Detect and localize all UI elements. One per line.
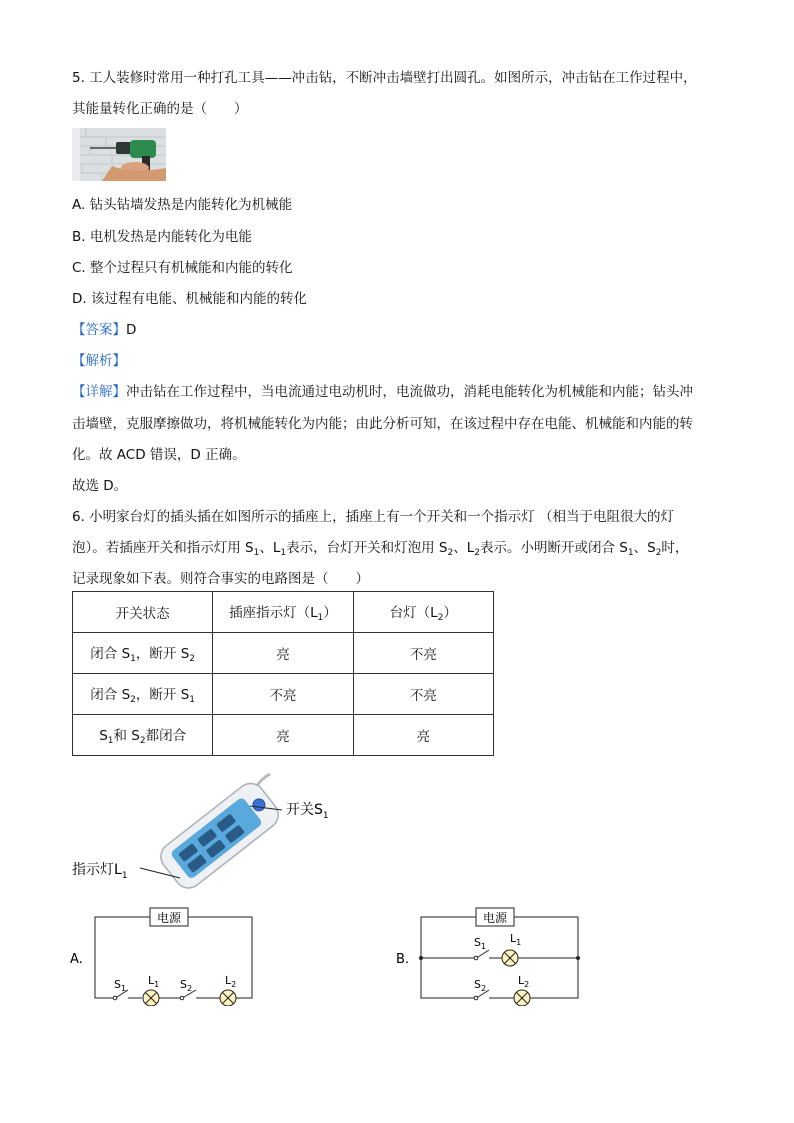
q5-detail-line2: 击墙壁，克服摩擦做功，将机械能转化为内能；由此分析可知，在该过程中存在电能、机械能和内能的转 xyxy=(72,416,693,432)
detail-tag: 【详解】 xyxy=(72,384,126,400)
s1-label: $S_1$ xyxy=(114,978,127,993)
cell-text: 和 S xyxy=(113,728,140,744)
switch-s1-label: 开关$S_1$ xyxy=(286,802,329,821)
cell-text: 闭合 S xyxy=(90,646,131,662)
cell-text: 都闭合 xyxy=(145,728,187,744)
table-cell xyxy=(73,715,213,756)
l2-label: $L_2$ xyxy=(518,974,530,989)
table-row xyxy=(73,674,494,715)
q6-stem-line1: 6. 小明家台灯的插头插在如图所示的插座上，插座上有一个开关和一个指示灯 （相当于电阻很大的灯 xyxy=(72,509,674,525)
cell-text: 台灯（L xyxy=(389,605,438,621)
cell-text: 闭合 S xyxy=(90,687,131,703)
stem-seg: 、L xyxy=(453,540,475,556)
q6-stem-line3: 记录现象如下表。则符合事实的电路图是（ ） xyxy=(72,571,369,587)
l1-label: $L_1$ xyxy=(148,974,160,989)
cell-text: ，断开 S xyxy=(135,646,190,662)
lamp-l1-icon xyxy=(143,990,159,1006)
lamp-l2-icon xyxy=(514,990,530,1006)
lamp-l1-icon xyxy=(502,950,518,966)
q5-option-d: D. 该过程有电能、机械能和内能的转化 xyxy=(72,291,307,307)
stem-seg: 、S xyxy=(633,540,656,556)
table-cell: 亮 xyxy=(353,715,493,756)
table-row xyxy=(73,715,494,756)
q5-analysis xyxy=(72,349,126,369)
switch-s1-icon xyxy=(474,956,478,960)
cell-text: ） xyxy=(443,605,457,621)
option-b-label: B. xyxy=(396,952,410,967)
table-header-cell xyxy=(353,592,493,633)
q5-detail-line3: 化。故 ACD 错误，D 正确。 xyxy=(72,447,246,463)
table-cell: 不亮 xyxy=(353,674,493,715)
option-a-label: A. xyxy=(70,952,83,967)
s2-label: $S_2$ xyxy=(474,978,487,993)
subscript: 2 xyxy=(139,736,146,746)
table-row xyxy=(73,633,494,674)
table-cell: 不亮 xyxy=(213,674,353,715)
stem-seg: 泡）。若插座开关和指示灯用 S xyxy=(72,540,254,556)
switch-s1-icon xyxy=(113,996,117,1000)
q5-answer xyxy=(72,318,136,338)
cell-text: ） xyxy=(323,605,337,621)
analysis-tag: 【解析】 xyxy=(72,353,126,369)
subscript: 2 xyxy=(130,695,136,705)
subscript: 1 xyxy=(317,613,324,623)
detail-text-1: 冲击钻在工作过程中，当电流通过电动机时，电流做功，消耗电能转化为机械能和内能；钻头冲 xyxy=(126,384,693,400)
subscript: 2 xyxy=(655,548,662,558)
subscript: 1 xyxy=(189,695,196,705)
table-cell xyxy=(73,633,213,674)
table-header-row xyxy=(73,592,494,633)
table-cell xyxy=(73,674,213,715)
s2-label: $S_2$ xyxy=(180,978,193,993)
table-cell: 不亮 xyxy=(353,633,493,674)
subscript: 2 xyxy=(189,654,196,664)
impact-drill-photo xyxy=(72,128,166,181)
s1-label: $S_1$ xyxy=(474,936,487,951)
lamp-l2-icon xyxy=(220,990,236,1006)
subscript: 1 xyxy=(280,548,287,558)
cell-text: 插座指示灯（L xyxy=(229,605,318,621)
cell-text: ，断开 S xyxy=(135,687,190,703)
stem-seg: 表示，台灯开关和灯泡用 S xyxy=(286,540,448,556)
q5-stem-line1: 5. 工人装修时常用一种打孔工具——冲击钻，不断冲击墙壁打出圆孔。如图所示，冲击钻在工作过程中， xyxy=(72,70,697,86)
q6-stem-line2 xyxy=(72,536,688,558)
l1-label: $L_1$ xyxy=(510,932,522,947)
switch-s2-icon xyxy=(180,996,184,1000)
power-source-label: 电源 xyxy=(482,911,508,925)
answer-value: D xyxy=(126,322,137,338)
subscript: 2 xyxy=(474,548,480,558)
cell-text: S xyxy=(99,728,108,744)
switch-s2-icon xyxy=(474,996,478,1000)
indicator-l1-label: 指示灯$L_1$ xyxy=(72,862,128,881)
subscript: 2 xyxy=(447,548,454,558)
table-header-cell xyxy=(213,592,353,633)
q5-option-c: C. 整个过程只有机械能和内能的转化 xyxy=(72,260,293,276)
q5-choose: 故选 D。 xyxy=(72,478,128,494)
subscript: 1 xyxy=(627,548,634,558)
power-strip-figure xyxy=(70,768,370,892)
q5-option-b: B. 电机发热是内能转化为电能 xyxy=(72,229,252,245)
subscript: 2 xyxy=(437,613,444,623)
table-header-cell: 开关状态 xyxy=(73,592,213,633)
circuit-diagram-b xyxy=(394,906,594,1006)
answer-tag: 【答案】 xyxy=(72,322,126,338)
table-cell: 亮 xyxy=(213,633,353,674)
l2-label: $L_2$ xyxy=(225,974,237,989)
subscript: 1 xyxy=(253,548,260,558)
power-source-label: 电源 xyxy=(156,911,182,925)
table-cell: 亮 xyxy=(213,715,353,756)
circuit-diagram-a xyxy=(68,906,268,1006)
q5-stem-line2: 其能量转化正确的是（ ） xyxy=(72,101,248,117)
subscript: 1 xyxy=(107,736,114,746)
observation-table xyxy=(72,591,494,756)
subscript: 1 xyxy=(130,654,136,664)
stem-seg: 、L xyxy=(259,540,281,556)
q5-option-a: A. 钻头钻墙发热是内能转化为机械能 xyxy=(72,197,293,213)
stem-seg: 表示。小明断开或闭合 S xyxy=(480,540,628,556)
q5-detail-line1 xyxy=(72,380,693,400)
stem-seg: 时， xyxy=(661,540,689,556)
